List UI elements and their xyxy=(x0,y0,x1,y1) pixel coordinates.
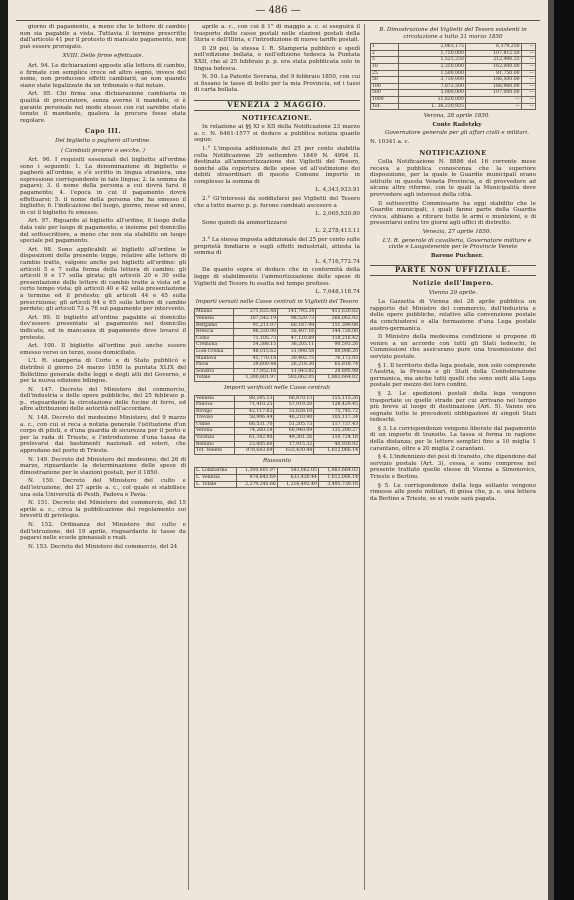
table-cell: 47,110.69 xyxy=(278,335,316,342)
paragraph: giorno di pagamento, a meno che le lettere di cambio non sia pagabile a vista. Tuttavia il termine prescritto dall'articolo 41 per il protesto di mancato pagamento, non può essere prorogato. xyxy=(20,24,186,50)
table-cell: L. 36,230,925 xyxy=(398,103,465,110)
table-row xyxy=(195,408,360,415)
table-cell: Venezia xyxy=(195,315,234,322)
table-cell: 60,187.99 xyxy=(278,322,316,329)
paragraph: aprile a. c., con cui il 1° di maggio a. c. si eseguirà il trasporto delle casse postali nelle stazioni postali della Stiria e dell'Illiria, e l'introduzione di nuove tariffe postali. xyxy=(194,24,360,44)
page-header xyxy=(8,2,548,20)
table-cell: — xyxy=(521,57,535,64)
paragraph: Art. 98. Sono applicabili ai biglietti all'ordine le disposizioni della presente legge, relative alle lettere di cambio tratte, valgono anche pei biglietti all'ordine: gli articoli 5 e 7 sulla forma della lettera di cambio; gli articoli 9 e 17 sulla girata; gli articoli 20 e 30 sulla presentazione delle lettere di cambio tratte a vista od a certo tempo vista; gli articoli 40 e 42 sulla presentazione a termine ed il protesto; gli articoli 44 e 45 sulla prescrizione; gli articoli 64 e 65 sulle lettere di cambio perdute; gli articoli 73 a 76 sul pagamento per intervento. xyxy=(20,246,186,313)
table-row xyxy=(195,428,360,435)
table-row xyxy=(371,50,536,57)
table-row xyxy=(195,441,360,448)
table-cell: 1,750,000 xyxy=(398,50,465,57)
table-cell: — xyxy=(521,44,535,51)
table-cell: Como xyxy=(195,335,234,342)
table-cell: 100 xyxy=(371,83,399,90)
table-cell: 155,115.26 xyxy=(314,395,360,402)
paragraph: § 4. L'indennizzo dei pesi di transito, che dipendono dal servizio postale (Art. 3), cessa, e sono comprese nel presente trattato quelle stesse di Vienna a Simonovics, Trieste e Berlino. xyxy=(370,454,536,481)
table-cell: Verona xyxy=(195,428,235,435)
table-row xyxy=(195,435,360,442)
table-cell: 141,795.34 xyxy=(278,309,316,316)
column-divider xyxy=(188,24,189,890)
table-cell: 151,399.06 xyxy=(316,322,360,329)
table-cell: 30,402.75 xyxy=(278,355,316,362)
table-cell: 91,211.07 xyxy=(234,322,278,329)
paragraph: Da quanto sopra si deduce che in conformità della legge di stabilimento l'ammortizzazione delle spese di Viglietti del Tesoro fu esatta nel tempo prefisso. xyxy=(194,267,360,287)
table-cell: 65,818.74 xyxy=(316,362,360,369)
paragraph: Sono quindi da ammortizzarsi xyxy=(202,219,287,226)
notice-heading: NOTIFICAZIONE xyxy=(419,148,487,157)
table-cell: 75,745.72 xyxy=(314,408,360,415)
book-spine xyxy=(548,0,574,900)
table-row xyxy=(195,309,360,316)
table-cell: 128,429.45 xyxy=(314,402,360,409)
table-cell: 1,500,000 xyxy=(398,70,465,77)
table-row xyxy=(371,83,536,90)
table-cell: 45,770.18 xyxy=(234,355,278,362)
table-cell: 11,943.82 xyxy=(278,368,316,375)
table-cell: 48,015.62 xyxy=(234,348,278,355)
table-cell: 5,000,000 xyxy=(398,90,465,97)
paragraph: § 1. Il territorio della lega postale, non solo comprende l'Austria, la Prussia e gli Stati della Confederazione germanica, ma anche tutti quelli che sono uniti alla Lega postale per mezzo dei loro confini. xyxy=(370,362,536,389)
paragraph: Art. 96. I requisiti essenziali del biglietto all'ordine sono i seguenti: 1. La denominazione di biglietto o pagherò all'ordine, e s'è scritto in lingua straniera, una espressione corrispondente in tale lingua; 2. la somma da pagarsi; 3. il nome della persona a cui dovrà farsi il pagamento; 4. l'epoca in cui il pagamento dovrà effettuarsi; 5. il nome della persona che ha emesso il biglietto; 6. l'indicazione del luogo, giorno, mese ed anno, in cui il biglietto fu emesso. xyxy=(20,157,186,216)
table-cell: — xyxy=(521,103,535,110)
table-row xyxy=(195,315,360,322)
table-cell: 1,612,066.14 xyxy=(318,475,359,482)
table-caption: Riassunto xyxy=(263,457,291,464)
dateline-banner: VENEZIA 2 MAGGIO. xyxy=(194,100,360,111)
table-cell: 583,062.05 xyxy=(278,375,316,382)
treasury-table-lombardy xyxy=(194,308,360,382)
table-cell: 74,260.18 xyxy=(234,428,274,435)
paragraph: 3.° La stessa imposta addizionale del 25 per cento sulle proprietà fondiarie e sugli effetti industriali, attesta la somma di xyxy=(194,237,360,257)
table-cell: 978,643.69 xyxy=(234,448,274,455)
table-cell: 66,870.13 xyxy=(274,395,314,402)
table-cell: 118,216.42 xyxy=(316,335,360,342)
table-cell: 26,218.30 xyxy=(278,362,316,369)
paragraph: N. 152. Ordinanza del Ministero del culto e dell'istruzione, del 19 aprile, risguardante le tasse da pagarsi nelle scuole ginnasiali e reali. xyxy=(20,521,186,542)
table-cell: 110,724.16 xyxy=(314,435,360,442)
table-cell: — xyxy=(465,96,521,103)
table-cell: Tot. xyxy=(371,103,399,110)
paragraph: Il sottoscritto Commissario ha oggi stabilito che le Guardie municipali, i quali fanno parte della Guardia civica, abbiano a ritirare tutte le armi e munizioni, e di presentarsi entro tre giorni agli uffici di distretto. xyxy=(370,200,536,227)
dateline: Venezia, 27 aprile 1850. xyxy=(422,229,492,236)
column-1 xyxy=(20,24,186,894)
table-cell: 39,600.44 xyxy=(234,362,278,369)
paragraph: N. 149. Decreto del Ministero del medesimo, del 26 di marzo, riguardante la determinazione delle spese di dimostrazione per le stazioni postali, per il 1850. xyxy=(20,456,186,476)
table-cell: 29,895.98 xyxy=(316,368,360,375)
column-2 xyxy=(194,24,360,894)
table-cell: — xyxy=(521,90,535,97)
section-banner: PARTE NON UFFIZIALE. xyxy=(370,265,536,276)
paragraph: 1.° L'imposta addizionale del 25 per cento stabilita colla Notificazione 29 settembre 1849 N. 4994 II. destinata all'ammortizzazione dei Viglietti del Tesoro, nonché alla copertura delle spese ed all'estinzione dei debiti straordinari di questo Comune importò in complesso la somma di xyxy=(194,145,360,185)
paragraph: N. 150. Decreto del Ministero del culto e dell'istruzione, del 27 aprile a. c., col quale si stabilisce una sola Università di Pesth, Padova e Pavia. xyxy=(20,478,186,498)
notice-heading: NOTIFICAZIONE. xyxy=(242,113,312,122)
table-cell: 1 xyxy=(371,44,399,51)
paragraph: Art. 97. Riguardo al biglietto all'ordine, il luogo della data vale per luogo di pagamento, e insieme pel domicilio del sottoscrittore, a meno che non sia stabilito un luogo speciale pel pagamento. xyxy=(20,218,186,245)
table-cell: 1000 xyxy=(371,96,399,103)
table-row xyxy=(195,421,360,428)
table-cell: 633,430.44 xyxy=(274,448,314,455)
table-row xyxy=(195,329,360,336)
table-cell: 107,000.00 xyxy=(465,90,521,97)
chapter-heading: Capo III. xyxy=(85,127,121,136)
table-row xyxy=(195,375,360,382)
table-cell: L. Lombardia xyxy=(195,468,237,475)
paragraph: Colla Notificazione N. 8886 del 16 corrente mese recava a pubblica conoscenza che la superiore disposizione, per la quale le Guardie municipali erano istituite in questa Veneta Provincia, e di provvedere ad alcune altre riforme, con le quali la Municipalità deve provvedere agli interessi della città. xyxy=(370,159,536,199)
paragraph: Il Ministro della medesima condizione si propone di venire a un accordo con tutti gli Stati tedeschi, le Commissioni che assicurano pure una trasmissione del servizio postale. xyxy=(370,334,536,360)
table-cell: 2,279,245.66 xyxy=(236,481,277,488)
table-row xyxy=(195,395,360,402)
table-row xyxy=(195,362,360,369)
table-cell: Milano xyxy=(195,309,234,316)
table-cell: 40,920.92 xyxy=(314,441,360,448)
table-cell: — xyxy=(521,96,535,103)
table-cell: 71,105.73 xyxy=(234,335,278,342)
table-cell: 80,006.20 xyxy=(316,348,360,355)
paragraph: N. 153. Decreto del Ministero del commercio, del 24 xyxy=(28,543,178,550)
table-row xyxy=(195,415,360,422)
page-edge xyxy=(548,0,554,900)
table-cell: 271,825.48 xyxy=(234,309,278,316)
table-cell: 76,172.93 xyxy=(316,355,360,362)
table-cell: 135,200.27 xyxy=(314,428,360,435)
table-cell: Mantova xyxy=(195,355,234,362)
table-cell: — xyxy=(521,50,535,57)
table-row xyxy=(195,475,360,482)
table-cell: 105,117.34 xyxy=(314,415,360,422)
table-cell: 1,883,664.02 xyxy=(316,375,360,382)
table-row xyxy=(195,342,360,349)
summary-table xyxy=(194,467,360,488)
table-cell: 58,906.44 xyxy=(234,415,274,422)
table-cell: 186,500.00 xyxy=(465,77,521,84)
table-cell: 1,612,066.14 xyxy=(314,448,360,455)
table-cell: Vicenza xyxy=(195,435,235,442)
table-row xyxy=(195,348,360,355)
table-cell: 166,960.00 xyxy=(465,83,521,90)
table-row xyxy=(195,355,360,362)
table-cell: 25 xyxy=(371,70,399,77)
column-divider xyxy=(364,24,365,890)
signature-title: Governatore generale per gli affari civili e militari. xyxy=(385,130,529,137)
table-cell: 17,952.16 xyxy=(234,368,278,375)
notice-number: N. 10341 a. c. xyxy=(370,138,410,145)
table-cell: — xyxy=(521,83,535,90)
table-cell: 1,883,664.02 xyxy=(318,468,359,475)
column-3 xyxy=(370,24,536,894)
table-cell: 1,525,250 xyxy=(398,57,465,64)
table-row xyxy=(371,90,536,97)
table-cell: Udine xyxy=(195,421,235,428)
table-cell: Brescia xyxy=(195,329,234,336)
table-cell: 36,205.11 xyxy=(278,342,316,349)
table-cell: 11,620,000 xyxy=(398,96,465,103)
dateline: Vienna 29 aprile. xyxy=(428,289,478,296)
table-cell: 583,062.05 xyxy=(277,468,318,475)
table-cell: 144,728.06 xyxy=(316,329,360,336)
table-cell: 2,350,000 xyxy=(398,63,465,70)
paragraph: La Gazzetta di Vienna del 28 aprile pubblica un rapporto del Ministro del commercio, dell'industria e delle opere pubbliche, relativo alla convenzione postale da conchiudersi e alla formazione d'una Lega postale austro-germanica. xyxy=(370,299,536,332)
table-row xyxy=(371,57,536,64)
table-cell: 61,342.90 xyxy=(234,435,274,442)
table-cell: — xyxy=(465,103,521,110)
table-cell: 5 xyxy=(371,57,399,64)
table-row xyxy=(371,44,536,51)
table-row xyxy=(371,70,536,77)
signature: Conte Radetzky xyxy=(432,121,482,128)
table-cell: 3,495,730.16 xyxy=(318,481,359,488)
page-number: — 486 — xyxy=(255,5,301,16)
table-cell: 33,628.10 xyxy=(274,408,314,415)
table-cell: 88,245.13 xyxy=(234,395,274,402)
paragraph: N. 147. Decreto del Ministero del commercio, dell'industria e delle opere pubbliche, del 25 febbraio p. p., risguardante la circolazione delle fucine di ferro, ed altre attribuzioni delle autorità nell'accordare. xyxy=(20,386,186,413)
table-row xyxy=(371,96,536,103)
table-caption: B. Dimostrazione dei Viglietti del Tesoro esistenti in circolazione a tutto 31 marzo 1850 xyxy=(379,27,527,40)
table-row xyxy=(195,402,360,409)
table-cell: 50 xyxy=(371,77,399,84)
paragraph: 2.° Gl'interessi da soddisfarsi pei Viglietti del Tesoro che a tutto marzo p. p. furono cambiati ascesero a xyxy=(194,196,360,209)
paragraph: § 5. Le corrispondenze della lega soltanto vengono rimesse alle poste militari, di guisa che, p. e. una lettera da Berlino a Trieste, se si vuole sarà pagata. xyxy=(370,482,536,502)
treasury-table-venice xyxy=(194,395,360,455)
table-row xyxy=(371,103,536,110)
table-cell: 66,531.70 xyxy=(234,421,274,428)
table-cell: Rovigo xyxy=(195,408,235,415)
table-cell: 23,005.60 xyxy=(234,441,274,448)
table-row xyxy=(195,335,360,342)
table-cell: Belluno xyxy=(195,441,235,448)
dateline: Verona, 28 aprile 1850. xyxy=(423,113,491,120)
header-rule xyxy=(16,20,540,21)
paragraph: Art. 99. Il biglietto all'ordine pagabile al domicilio dev'essere presentato al pagamento nel domicilio indicato, ed in mancanza di pagamento deve levarsi il protesto. xyxy=(20,314,186,341)
paragraph: N. 148. Decreto del medesimo Ministero, del 9 marzo a. c., con cui si reca a notizia generale l'istituzione d'un corpo di piloti, e d'una guardia di sicurezza per il porto e per la rada di Trieste, e l'introduzione d'una tassa da prelevarsi dai bastimenti nazionali ed esteri, che approdano nel porto di Trieste. xyxy=(20,415,186,455)
table-cell: 58,407.16 xyxy=(278,329,316,336)
amount: L. 4,343,933.91 xyxy=(315,187,360,194)
table-cell: 46,210.90 xyxy=(274,415,314,422)
paragraph: Il 29 poi, la stessa I. R. Stamperia pubblicò e spedì nell'edizione bollata, e nell'edizione tedesca la Puntata XXII, che al 25 febbraio p. p. era stata pubblicata solo in lingua tedesca. xyxy=(194,45,360,72)
table-cell: L. Totale xyxy=(195,481,237,488)
table-cell: 162,000.00 xyxy=(465,63,521,70)
paragraph: N. 50. La Patente Sovrana, del 9 febbraio 1850, con cui si fissano le tasse di bollo per la mia Provincia, ed i tassi di carta bollata. xyxy=(194,74,360,94)
chapter-subtitle: ( Cambiali proprie o secche. ) xyxy=(61,147,145,154)
table-cell: — xyxy=(521,70,535,77)
circulation-table xyxy=(370,43,536,110)
amount: L. 7,648,118.74 xyxy=(315,289,360,296)
table-cell: Padova xyxy=(195,402,235,409)
table-cell: 49,381.26 xyxy=(274,435,314,442)
table-cell: 3,730,000 xyxy=(398,77,465,84)
table-row xyxy=(371,63,536,70)
table-caption: Importi versati nelle Casse centrali in Viglietti del Tesoro xyxy=(195,298,359,305)
paragraph: § 2. Le spedizioni postali della lega vengono trasportate su quelle strade per cui arrivano nel tempo più breve al luogo di destinazione (Art. 5). Vanno ora segnate tutte le precedenti obbligazioni di singoli Stati tedeschi. xyxy=(370,390,536,424)
table-cell: Totale xyxy=(195,375,234,382)
table-cell: 978,643.69 xyxy=(236,475,277,482)
amount: L. 2,278,413.11 xyxy=(315,228,360,235)
table-cell: 633,430.44 xyxy=(277,475,318,482)
table-cell: Bergamo xyxy=(195,322,234,329)
table-caption: Importi verificati nelle Casse centrali xyxy=(224,384,330,391)
paragraph: N. 151. Decreto del Ministero del commercio, del 15 aprile a. c., circa la pubblicazione del regolamento sui brevetti di privilegio. xyxy=(20,500,186,520)
table-cell: 71,410.25 xyxy=(234,402,274,409)
table-row xyxy=(195,368,360,375)
table-cell: — xyxy=(521,77,535,84)
table-row xyxy=(195,481,360,488)
table-row xyxy=(195,322,360,329)
table-cell: 107,812.50 xyxy=(465,50,521,57)
table-cell: 42,117.62 xyxy=(234,408,274,415)
table-cell: 10 xyxy=(371,63,399,70)
table-cell: Cremona xyxy=(195,342,234,349)
table-row xyxy=(195,468,360,475)
table-cell: 81,750.00 xyxy=(465,70,521,77)
table-row xyxy=(371,77,536,84)
table-cell: 98,520.73 xyxy=(278,315,316,322)
table-cell: Treviso xyxy=(195,415,235,422)
signature: Barone Puchner. xyxy=(430,252,484,259)
paragraph: Art. 100. Il biglietto all'ordine può anche essere emesso verso un terzo, ossia domiciliato. xyxy=(20,343,186,356)
table-cell: Sondrio xyxy=(195,368,234,375)
table-cell: 54,388.15 xyxy=(234,342,278,349)
table-cell: Lodi-Crema xyxy=(195,348,234,355)
newspaper-page xyxy=(8,0,548,900)
table-cell: Pavia xyxy=(195,362,234,369)
paragraph: In relazione ai §§ XI e XII della Notificazione 23 marzo a. c. N. 6461-1577 si deduce a pubblica notizia quanto segue: xyxy=(194,124,360,144)
table-cell: 500 xyxy=(371,90,399,97)
section-heading: XVIII. Delle firme effettuate. xyxy=(62,53,144,60)
amount: L. 2,065,520.80 xyxy=(315,211,360,218)
table-cell: — xyxy=(521,63,535,70)
table-cell: Venezia xyxy=(195,395,235,402)
table-cell: 86,320.90 xyxy=(234,329,278,336)
table-row xyxy=(195,448,360,455)
table-cell: 90,593.26 xyxy=(316,342,360,349)
table-cell: 2 xyxy=(371,50,399,57)
table-cell: 2,063,175 xyxy=(398,44,465,51)
chapter-title: Del biglietto o pagherò all'ordine. xyxy=(55,137,151,144)
table-cell: 31,990.58 xyxy=(278,348,316,355)
paragraph: L'I. R. stamperia di Corte e di Stato pubblicò e distribuì il giorno 24 marzo 1850 la puntata XLIX del Bollettino generale delle leggi e degli atti del Governo, e per la nuova edizione bilingue. xyxy=(20,358,186,385)
signature-title: L'I. R. generale di cavalleria, Governatore militare e civile e Luogotenente per le Provincie Venete xyxy=(382,237,532,251)
table-cell: 1,300,601.97 xyxy=(234,375,278,382)
table-cell: 51,205.73 xyxy=(274,421,314,428)
table-cell: 413,620.82 xyxy=(316,309,360,316)
table-cell: 212,406.25 xyxy=(465,57,521,64)
paragraph: Art. 94. Le dichiarazioni apposte alla lettera di cambio, e firmate con semplice croce od altro segno, invece del nome, non producono effetti cambiarii, se non quando siano state legalizzate da un tribunale o dal notaio. xyxy=(20,62,186,89)
paragraph: Art. 95. Chi firma una dichiarazione cambiaria in qualità di procuratore, senza averne il mandato, si è garante personale nel modo stesso con cui sarebbe stato tenuto il mandante, qualora la procura fosse stata regolare. xyxy=(20,91,186,124)
table-cell: 1,216,492.49 xyxy=(277,481,318,488)
paragraph: § 3. Le corrispondenze vengono liberate dal pagamento di un importo di transito. La tassa si forma in ragione della distanza; per le lettere semplici fino a 10 miglia 1 carantano, oltre a 20 miglia 2 carantani. xyxy=(370,425,536,452)
amount: L. 4,716,772.74 xyxy=(315,258,360,265)
table-cell: 1,300,601.97 xyxy=(236,468,277,475)
table-cell: L. Venezia xyxy=(195,475,237,482)
table-cell: 57,019.20 xyxy=(274,402,314,409)
table-cell: 266,062.92 xyxy=(316,315,360,322)
table-cell: 17,915.32 xyxy=(274,441,314,448)
table-cell: 60,940.09 xyxy=(274,428,314,435)
table-cell: 117,737.43 xyxy=(314,421,360,428)
table-cell: 7,072,500 xyxy=(398,83,465,90)
table-cell: Tot. Veneto xyxy=(195,448,235,455)
table-cell: 167,542.19 xyxy=(234,315,278,322)
section-heading: Notizie dell'Impero. xyxy=(412,279,494,287)
table-cell: 6,379,250 xyxy=(465,44,521,51)
